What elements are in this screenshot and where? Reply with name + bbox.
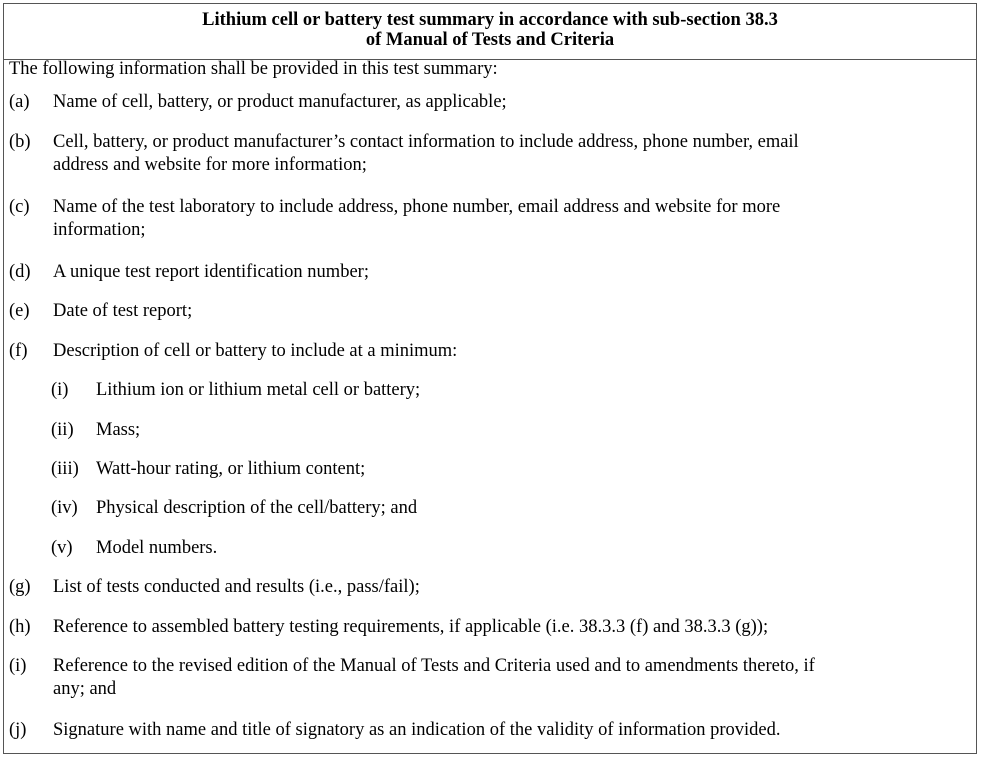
item-label: (f) xyxy=(9,341,28,361)
sub-item-label: (iv) xyxy=(51,498,78,518)
item-text-continued: address and website for more information; xyxy=(53,155,367,175)
sub-item-label: (ii) xyxy=(51,420,74,440)
sub-item-text: Model numbers. xyxy=(96,538,218,558)
item-label: (d) xyxy=(9,262,31,282)
title-line-2: of Manual of Tests and Criteria xyxy=(365,30,615,50)
title-line-1: Lithium cell or battery test summary in accordance with sub-section 38.3 xyxy=(202,10,778,30)
sub-item-label: (iii) xyxy=(51,459,79,479)
item-label: (j) xyxy=(9,720,27,740)
intro-text: The following information shall be provided in this test summary: xyxy=(9,59,498,79)
item-text: Date of test report; xyxy=(53,301,193,321)
item-text: Cell, battery, or product manufacturer’s contact information to include address, phone number, email xyxy=(53,132,799,152)
item-label: (e) xyxy=(9,301,30,321)
item-text: Name of cell, battery, or product manufacturer, as applicable; xyxy=(53,92,507,112)
item-text: A unique test report identification number; xyxy=(53,262,369,282)
item-label: (b) xyxy=(9,132,31,152)
item-text: Signature with name and title of signatory as an indication of the validity of information provided. xyxy=(53,720,781,740)
document-title xyxy=(4,4,976,60)
item-text-continued: information; xyxy=(53,220,146,240)
sub-item-text: Watt-hour rating, or lithium content; xyxy=(96,459,366,479)
sub-item-label: (i) xyxy=(51,380,69,400)
item-text: Reference to assembled battery testing requirements, if applicable (i.e. 38.3.3 (f) and 38.3.3 (g)); xyxy=(53,617,769,637)
sub-item-label: (v) xyxy=(51,538,73,558)
item-label: (h) xyxy=(9,617,31,637)
item-label: (a) xyxy=(9,92,30,112)
sub-item-text: Physical description of the cell/battery; and xyxy=(96,498,418,518)
sub-item-text: Mass; xyxy=(96,420,141,440)
item-label: (i) xyxy=(9,656,27,676)
item-text-continued: any; and xyxy=(53,679,117,699)
item-label: (c) xyxy=(9,197,30,217)
item-label: (g) xyxy=(9,577,31,597)
sub-item-text: Lithium ion or lithium metal cell or battery; xyxy=(96,380,421,400)
item-text: Description of cell or battery to include at a minimum: xyxy=(53,341,458,361)
test-summary-box xyxy=(3,3,977,754)
item-text: Name of the test laboratory to include address, phone number, email address and website for more xyxy=(53,197,781,217)
item-text: Reference to the revised edition of the Manual of Tests and Criteria used and to amendments thereto, if xyxy=(53,656,815,676)
item-text: List of tests conducted and results (i.e., pass/fail); xyxy=(53,577,420,597)
